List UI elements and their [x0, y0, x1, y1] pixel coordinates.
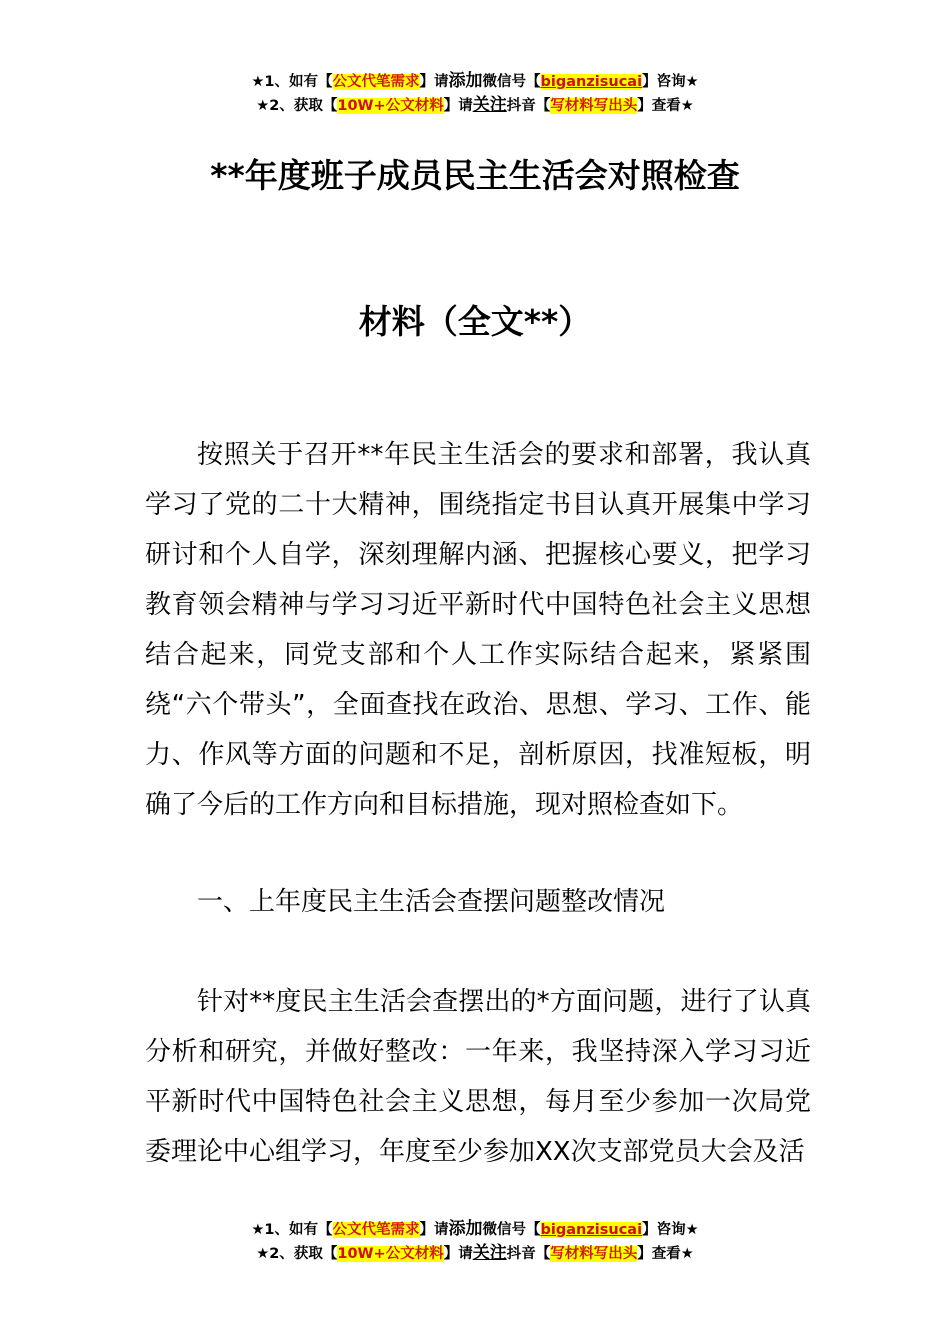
document-title-line-2: 材料（全文**）: [358, 302, 592, 341]
banner-highlight-materials: 10W+公文材料: [337, 98, 444, 114]
paragraph-section-1: 针对**度民主生活会查摆出的*方面问题，进行了认真分析和研究，并做好整改：一年来，我坚持深入学习习近平新时代中国特色社会主义思想，每月至少参加一次局党委理论中心组学习，年度至少参加XX次支部党员大会及活: [145, 987, 811, 1167]
banner-line-1: ★1、如有【公文代笔需求】请添加微信号【biganzisucai】咨询★: [251, 71, 699, 91]
banner-highlight-douyin: 写材料写出头: [550, 98, 638, 114]
document-title-line-1: **年度班子成员民主生活会对照检查: [210, 156, 740, 195]
banner-highlight-materials: 10W+公文材料: [337, 1246, 444, 1262]
banner-highlight-wechat-id: biganzisucai: [540, 74, 643, 90]
banner-highlight-service: 公文代笔需求: [332, 74, 420, 90]
banner-line-1: ★1、如有【公文代笔需求】请添加微信号【biganzisucai】咨询★: [251, 1219, 699, 1239]
paragraph-intro: 按照关于召开**年民主生活会的要求和部署，我认真学习了党的二十大精神，围绕指定书目认真开展集中学习研讨和个人自学，深刻理解内涵、把握核心要义，把学习教育领会精神与学习习近平新时代中国特色社会主义思想结合起来，同党支部和个人工作实际结合起来，紧紧围绕“六个带头”，全面查找在政治、思想、学习、工作、能力、作风等方面的问题和不足，剖析原因，找准短板，明确了今后的工作方向和目标措施，现对照检查如下。: [145, 440, 811, 820]
banner-highlight-wechat-id: biganzisucai: [540, 1222, 643, 1238]
header-banner: [0, 70, 950, 118]
footer-banner: [0, 1218, 950, 1266]
banner-line-2: ★2、获取【10W+公文材料】请关注抖音【写材料写出头】查看★: [256, 95, 694, 115]
section-heading-1: 一、上年度民主生活会查摆问题整改情况: [197, 887, 666, 917]
banner-line-2: ★2、获取【10W+公文材料】请关注抖音【写材料写出头】查看★: [256, 1243, 694, 1263]
banner-highlight-douyin: 写材料写出头: [550, 1246, 638, 1262]
banner-highlight-service: 公文代笔需求: [332, 1222, 420, 1238]
